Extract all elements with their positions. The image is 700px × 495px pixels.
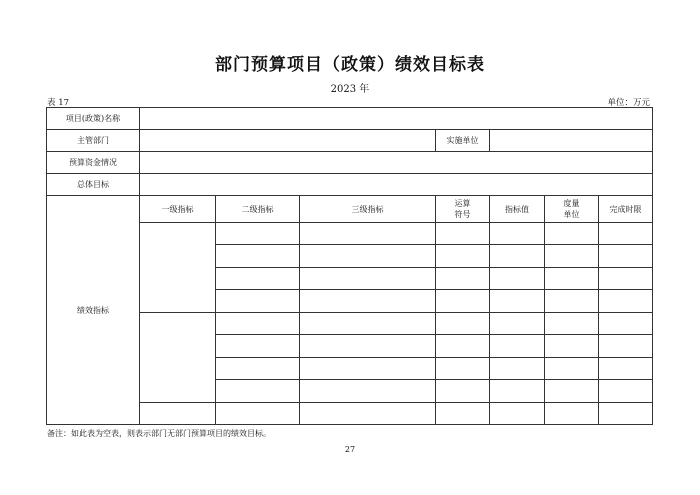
implementing-unit-value bbox=[490, 130, 653, 152]
performance-indicators-label: 绩效指标 bbox=[47, 196, 140, 425]
header-level1: 一级指标 bbox=[140, 196, 216, 223]
department-value bbox=[140, 130, 436, 152]
header-level3: 三级指标 bbox=[300, 196, 436, 223]
project-name-value bbox=[140, 108, 653, 130]
table-row bbox=[47, 174, 653, 196]
page-number: 27 bbox=[344, 445, 356, 454]
table-row bbox=[47, 130, 653, 152]
table-number: 表 17 bbox=[47, 98, 70, 108]
level1-cell bbox=[140, 312, 216, 402]
implementing-unit-label: 实施单位 bbox=[436, 130, 490, 152]
header-operator: 运算 符号 bbox=[436, 196, 490, 223]
overall-goal-value bbox=[140, 174, 653, 196]
header-measure-unit: 度量 单位 bbox=[545, 196, 599, 223]
table-row bbox=[47, 108, 653, 130]
header-level2: 二级指标 bbox=[216, 196, 300, 223]
department-label: 主管部门 bbox=[47, 130, 140, 152]
header-indicator-value: 指标值 bbox=[490, 196, 545, 223]
budget-funds-value bbox=[140, 152, 653, 174]
header-deadline: 完成时限 bbox=[599, 196, 653, 223]
overall-goal-label: 总体目标 bbox=[47, 174, 140, 196]
footnote: 备注：如此表为空表，则表示部门无部门预算项目的绩效目标。 bbox=[47, 429, 271, 438]
performance-goal-table bbox=[46, 107, 653, 425]
project-name-label: 项目(政策)名称 bbox=[47, 108, 140, 130]
year-label: 2023 年 bbox=[330, 84, 370, 95]
level1-cell bbox=[140, 223, 216, 313]
table-row bbox=[47, 196, 653, 223]
unit-label: 单位：万元 bbox=[607, 98, 650, 108]
page-title: 部门预算项目（政策）绩效目标表 bbox=[215, 55, 485, 75]
budget-funds-label: 预算资金情况 bbox=[47, 152, 140, 174]
table-row bbox=[47, 152, 653, 174]
